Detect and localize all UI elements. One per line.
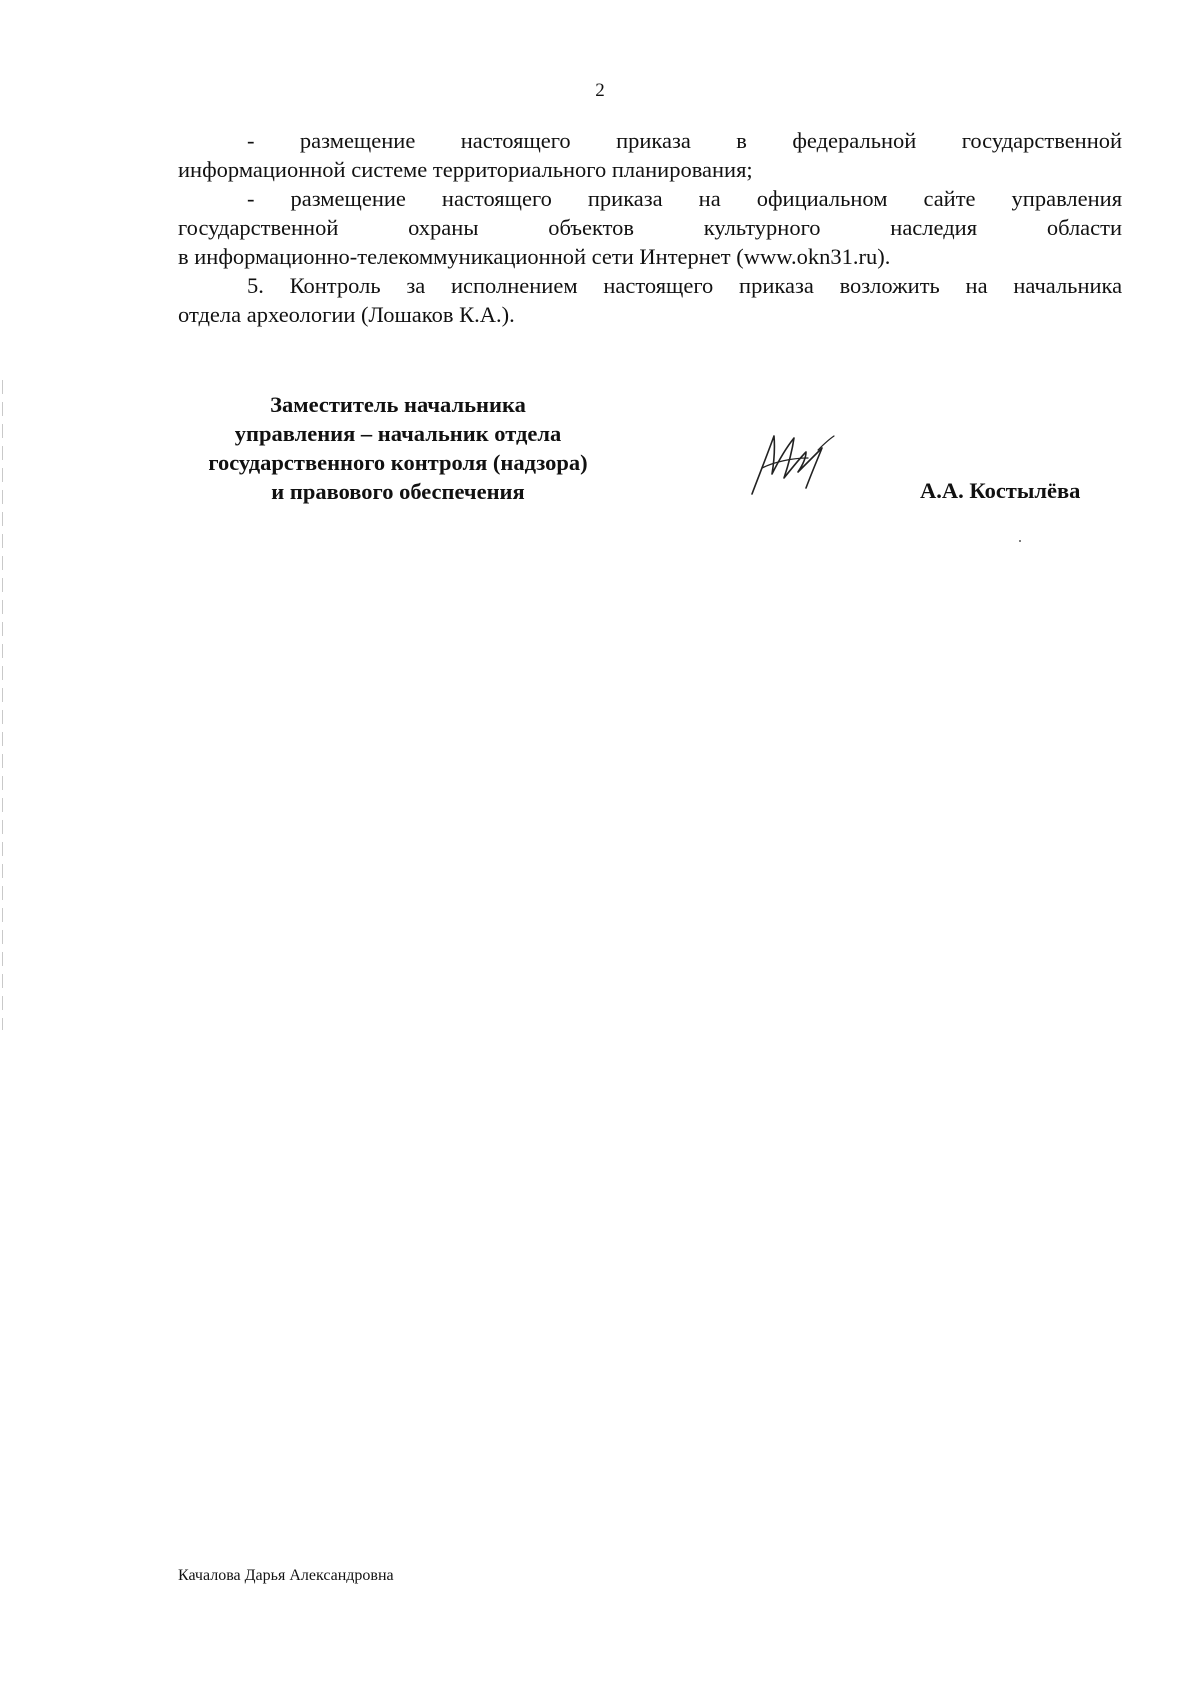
- item-control-line-2: отдела археологии (Лошаков К.А.).: [178, 302, 515, 327]
- signatory-position-line: управления – начальник отдела: [234, 421, 562, 446]
- scan-edge-artifact: [2, 380, 3, 1030]
- item-federal-line-1: - размещение настоящего приказа в федеральной государственной: [247, 128, 1123, 153]
- item-site-line-2: государственной охраны объектов культурного наследия области: [178, 215, 1123, 240]
- executor-name: Качалова Дарья Александровна: [178, 1567, 394, 1584]
- signatory-position-line: и правового обеспечения: [271, 479, 525, 504]
- signatory-position-line: Заместитель начальника: [270, 392, 526, 417]
- item-control-line-1: 5. Контроль за исполнением настоящего приказа возложить на начальника: [247, 273, 1123, 298]
- page-number: 2: [595, 80, 605, 101]
- item-official-site: [178, 184, 1122, 271]
- signatory-name: А.А. Костылёва: [920, 478, 1081, 503]
- signatory-position: [178, 390, 618, 506]
- item-site-line-1: - размещение настоящего приказа на официальном сайте управления: [247, 186, 1123, 211]
- item-federal-line-2: информационной системе территориального планирования;: [178, 157, 753, 182]
- item-site-line-3: в информационно-телекоммуникационной сети Интернет (www.okn31.ru).: [178, 244, 891, 269]
- signatory-position-line: государственного контроля (надзора): [208, 450, 588, 475]
- handwritten-signature: [748, 428, 848, 500]
- document-body: [178, 126, 1122, 329]
- item-federal-system: [178, 126, 1122, 184]
- item-control: [178, 271, 1122, 329]
- scan-speck: [1019, 540, 1021, 542]
